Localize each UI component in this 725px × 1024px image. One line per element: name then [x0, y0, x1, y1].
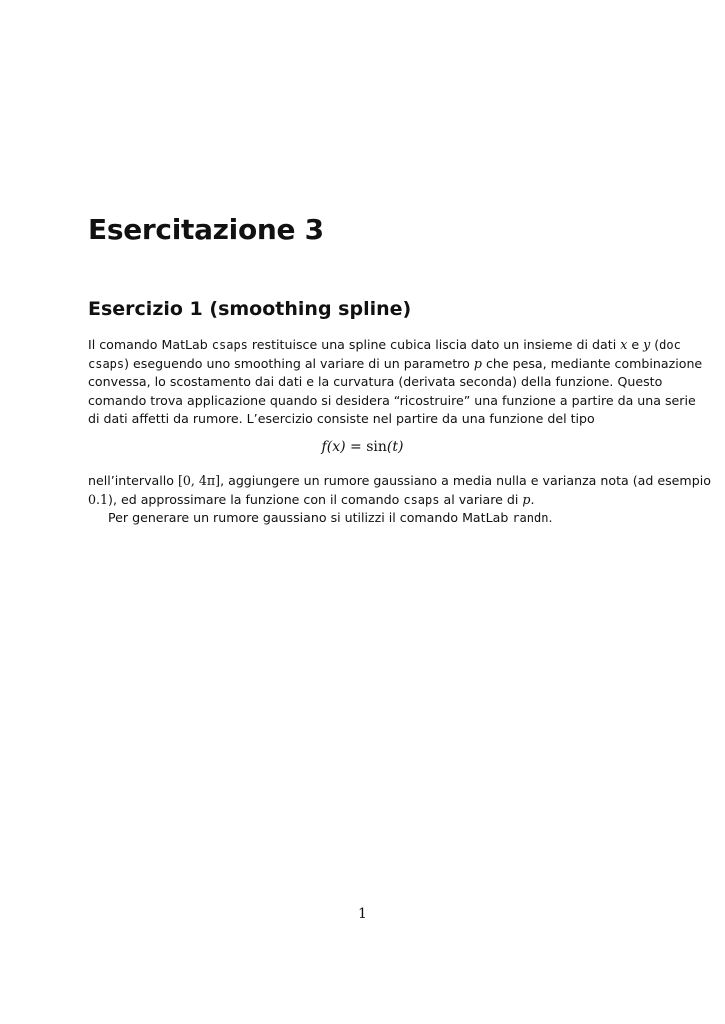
paragraph-line: di dati affetti da rumore. L’esercizio consiste nel partire da una funzione del tipo: [88, 411, 595, 426]
code-csaps: csaps: [88, 356, 125, 371]
paragraph-line: Per generare un rumore gaussiano si utilizzi il comando MatLab randn.: [108, 510, 553, 525]
code-doc: doc: [659, 338, 681, 352]
paragraph-line: csaps) eseguendo uno smoothing al variare di un parametro p che pesa, mediante combinazione: [88, 355, 703, 371]
section-heading: Esercizio 1 (smoothing spline): [88, 298, 412, 320]
code-csaps: csaps: [403, 492, 440, 507]
math-interval: [0, 4π]: [177, 473, 221, 488]
math-p: p: [473, 355, 482, 371]
paragraph-line: Il comando MatLab csaps restituisce una spline cubica liscia dato un insieme di dati x e y (doc: [88, 337, 681, 352]
code-csaps: csaps: [211, 338, 248, 352]
paragraph-line: convessa, lo scostamento dai dati e la curvatura (derivata seconda) della funzione. Questo: [88, 374, 663, 389]
paragraph-line: nell’intervallo [0, 4π], aggiungere un rumore gaussiano a media nulla e varianza nota (ad esempio: [88, 473, 711, 488]
math-p: p: [522, 491, 531, 507]
math-y: y: [643, 337, 651, 352]
paragraph-line: comando trova applicazione quando si desidera “ricostruire” una funzione a partire da una serie: [88, 392, 696, 408]
math-variance: 0.1: [88, 491, 109, 507]
code-randn: randn: [512, 511, 549, 525]
paragraph-hint: [88, 509, 646, 528]
page-number: 1: [358, 906, 367, 922]
paragraph-task: [88, 472, 711, 509]
display-equation: f(x) = sin(t): [321, 439, 404, 455]
document-title: Esercitazione 3: [88, 213, 324, 246]
paragraph-line: 0.1), ed approssimare la funzione con il comando csaps al variare di p.: [88, 491, 535, 507]
math-x: x: [620, 337, 628, 352]
paragraph-intro: [88, 336, 703, 429]
